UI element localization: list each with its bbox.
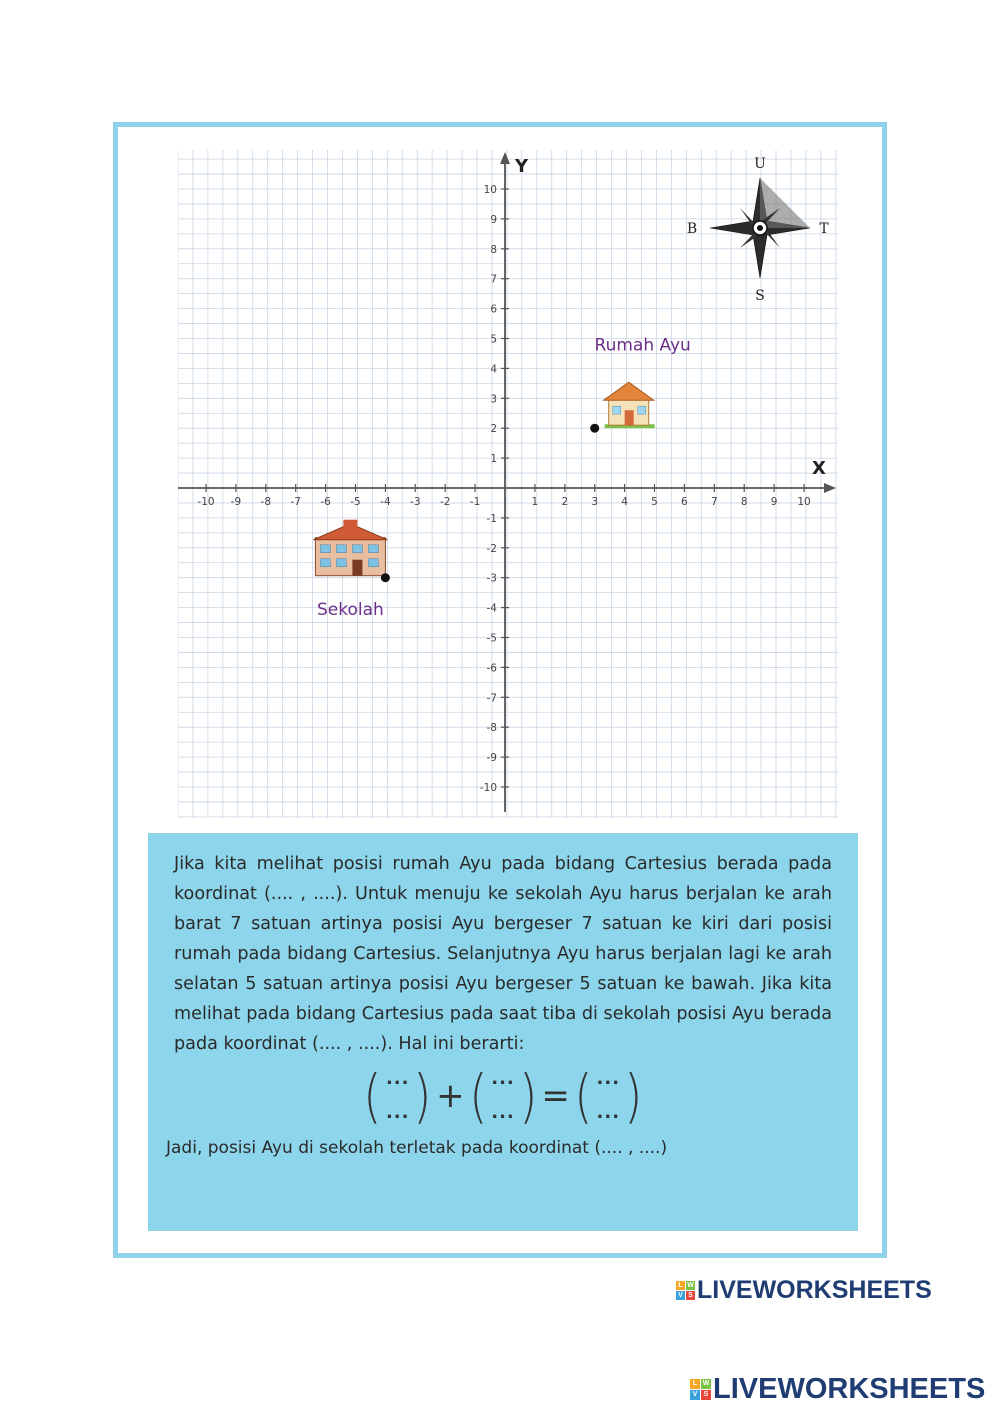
y-tick-label: 3 <box>490 393 497 406</box>
x-tick-label: -8 <box>260 496 272 508</box>
vector-3: ( ... ... ) <box>574 1062 643 1130</box>
x-tick-label: -9 <box>230 496 242 508</box>
liveworksheets-logo-icon: L W V S <box>690 1379 711 1400</box>
x-tick-label: -6 <box>320 496 331 508</box>
school-door <box>352 560 362 576</box>
plus-sign: + <box>436 1076 465 1116</box>
compass-center-dot <box>757 225 763 231</box>
x-tick-label: 1 <box>531 496 539 508</box>
y-tick-label: -8 <box>486 722 497 735</box>
compass-label-north: U <box>754 156 766 172</box>
y-tick-label: 4 <box>490 363 497 376</box>
x-tick-label: -2 <box>439 496 451 508</box>
x-tick-label: -7 <box>290 496 301 508</box>
compass-label-south: S <box>755 288 765 304</box>
school-window <box>336 545 346 553</box>
question-box <box>148 833 858 1231</box>
point-label-rumah-ayu: Rumah Ayu <box>594 335 691 356</box>
school-window <box>352 545 362 553</box>
x-tick-label: 9 <box>770 496 778 508</box>
school-tower <box>343 520 357 530</box>
compass-label-east: T <box>819 221 829 237</box>
school-window <box>368 545 378 553</box>
school-window <box>320 559 330 567</box>
y-tick-label: -4 <box>486 602 497 615</box>
y-tick-label: 1 <box>490 453 497 466</box>
x-tick-label: 10 <box>797 496 811 508</box>
liveworksheets-brand-footer <box>690 1373 985 1406</box>
house-window <box>638 406 646 414</box>
y-tick-label: 7 <box>490 273 497 286</box>
y-tick-label: -6 <box>486 662 497 675</box>
y-tick-label: 9 <box>490 213 497 226</box>
y-tick-label: 2 <box>490 423 497 436</box>
y-tick-label: -7 <box>486 692 497 705</box>
vector-3-top[interactable]: ... <box>596 1068 621 1089</box>
x-tick-label: 4 <box>621 496 628 508</box>
x-tick-label: 6 <box>681 496 688 508</box>
y-tick-label: 8 <box>490 243 497 256</box>
x-tick-label: -3 <box>410 496 421 508</box>
vector-1: ( ... ... ) <box>363 1062 432 1130</box>
vector-2-top[interactable]: ... <box>491 1068 515 1089</box>
grid-lines <box>178 150 838 818</box>
y-tick-label: -3 <box>486 572 497 585</box>
school-icon <box>313 520 387 576</box>
vector-3-bottom[interactable]: ... <box>596 1102 621 1123</box>
y-tick-label: -10 <box>479 782 497 794</box>
liveworksheets-brand <box>676 1276 932 1305</box>
school-window <box>336 559 346 567</box>
cartesian-plane <box>178 150 838 818</box>
x-tick-label: -4 <box>380 496 391 508</box>
vector-2-bottom[interactable]: ... <box>491 1102 515 1123</box>
y-tick-label: -1 <box>486 512 497 525</box>
x-tick-label: 8 <box>740 496 748 508</box>
x-tick-label: 7 <box>710 496 718 508</box>
compass-label-west: B <box>686 221 698 237</box>
y-tick-label: 5 <box>490 333 497 346</box>
house-door <box>625 410 634 425</box>
question-paragraph: Jika kita melihat posisi rumah Ayu pada bidang Cartesius berada pada koordinat (.... , ....). Untuk menuju ke sekolah Ayu harus berjalan ke arah barat 7 satuan artinya posisi Ayu bergeser 7 satuan ke kiri dari posisi rumah pada bidang Cartesius. Selanjutnya Ayu harus berjalan lagi ke arah selatan 5 satuan artinya posisi Ayu bergeser 5 satuan ke bawah. Jika kita melihat pada bidang Cartesius pada saat tiba di sekolah posisi Ayu berada pada koordinat (.... , ....). Hal ini berarti: <box>174 854 832 1054</box>
x-tick-label: -5 <box>350 496 361 508</box>
x-tick-label: 3 <box>591 496 599 508</box>
house-window <box>613 406 621 414</box>
y-tick-label: -5 <box>486 632 497 645</box>
brand-name: LIVEWORKSHEETS <box>697 1276 932 1304</box>
x-axis-label: X <box>812 458 826 479</box>
vector-2: ( ... ... ) <box>468 1062 538 1130</box>
equals-sign: = <box>541 1076 570 1116</box>
y-tick-label: -9 <box>486 752 497 765</box>
x-tick-label: 2 <box>561 496 569 508</box>
liveworksheets-logo-icon: L W V S <box>676 1281 695 1300</box>
coordinate-point <box>381 573 390 582</box>
coordinate-point <box>590 424 599 433</box>
point-label-sekolah: Sekolah <box>316 600 384 621</box>
y-tick-label: 10 <box>483 184 497 196</box>
conclusion-text: Jadi, posisi Ayu di sekolah terletak pada koordinat (.... , ....) <box>166 1138 668 1158</box>
x-tick-label: -10 <box>197 496 215 508</box>
y-axis-arrow-icon <box>500 152 510 164</box>
vector-1-bottom[interactable]: ... <box>385 1102 410 1123</box>
school-wall <box>315 538 385 576</box>
vector-1-top[interactable]: ... <box>385 1068 410 1089</box>
y-tick-label: 6 <box>490 303 497 316</box>
y-tick-label: -2 <box>486 542 497 555</box>
x-tick-label: 5 <box>651 496 658 508</box>
brand-name: LIVEWORKSHEETS <box>713 1373 986 1405</box>
school-window <box>320 545 330 553</box>
x-axis-arrow-icon <box>824 483 836 493</box>
x-tick-label: -1 <box>469 496 481 508</box>
school-window <box>368 559 378 567</box>
y-axis-label: Y <box>515 156 529 177</box>
compass-rose-icon <box>687 156 829 304</box>
vector-equation <box>174 1063 832 1129</box>
